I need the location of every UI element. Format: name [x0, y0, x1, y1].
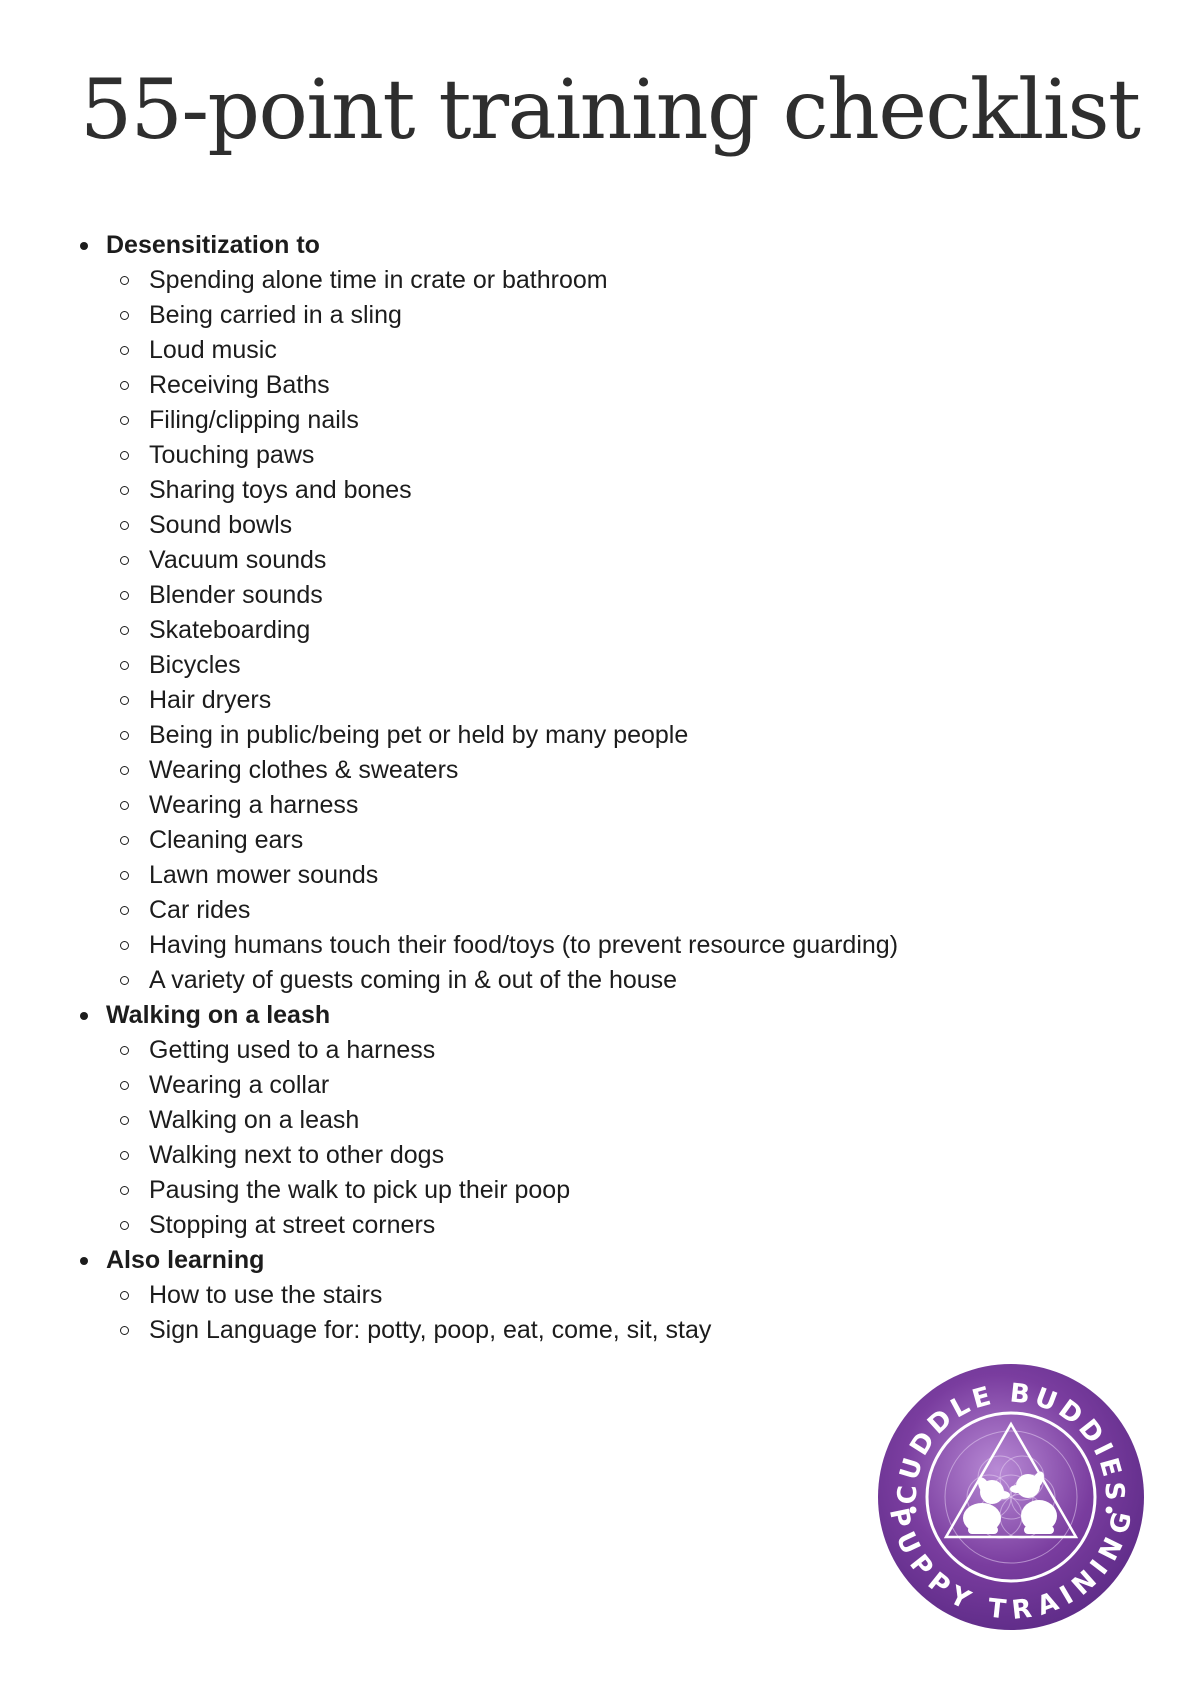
list-item-text: Pausing the walk to pick up their poop	[149, 1176, 571, 1204]
list-item-text: Spending alone time in crate or bathroom	[149, 266, 608, 294]
circle-bullet-icon	[120, 346, 129, 355]
circle-bullet-icon	[120, 836, 129, 845]
circle-bullet-icon	[120, 766, 129, 775]
list-item-text: Hair dryers	[149, 686, 272, 714]
list-item-text: Wearing a collar	[149, 1071, 330, 1099]
training-checklist	[78, 228, 898, 1348]
list-item	[149, 613, 898, 648]
list-item-text: Walking on a leash	[149, 1106, 360, 1134]
circle-bullet-icon	[120, 1221, 129, 1230]
list-item-text: How to use the stairs	[149, 1281, 383, 1309]
circle-bullet-icon	[120, 1151, 129, 1160]
list-item	[149, 578, 898, 613]
list-item-text: Filing/clipping nails	[149, 406, 359, 434]
list-item-text: Receiving Baths	[149, 371, 330, 399]
list-item-text: Sign Language for: potty, poop, eat, come, sit, stay	[149, 1316, 712, 1344]
page-title: 55-point training checklist	[80, 63, 1140, 158]
list-item	[149, 333, 898, 368]
list-item-text: Touching paws	[149, 441, 315, 469]
circle-bullet-icon	[120, 871, 129, 880]
circle-bullet-icon	[120, 1186, 129, 1195]
section-heading: Also learning	[106, 1246, 265, 1274]
circle-bullet-icon	[120, 801, 129, 810]
list-item	[149, 893, 898, 928]
list-item	[149, 543, 898, 578]
sub-list	[106, 263, 898, 998]
list-item	[149, 683, 898, 718]
list-item-text: Sound bowls	[149, 511, 293, 539]
circle-bullet-icon	[120, 416, 129, 425]
cuddle-buddies-logo	[876, 1362, 1146, 1632]
list-item-text: Lawn mower sounds	[149, 861, 379, 889]
list-item	[149, 298, 898, 333]
circle-bullet-icon	[120, 1081, 129, 1090]
list-item	[149, 928, 898, 963]
bullet-icon	[80, 242, 88, 250]
bullet-icon	[80, 1012, 88, 1020]
list-item	[149, 1138, 898, 1173]
logo-top-text: CUDDLE BUDDIES	[892, 1378, 1130, 1505]
checklist-section-also-learning	[78, 1243, 898, 1348]
list-item	[149, 823, 898, 858]
circle-bullet-icon	[120, 1046, 129, 1055]
logo-bottom-text: PUPPY TRAINING	[882, 1505, 1140, 1626]
list-item-text: Wearing a harness	[149, 791, 359, 819]
circle-bullet-icon	[120, 661, 129, 670]
list-item-text: Walking next to other dogs	[149, 1141, 445, 1169]
list-item	[149, 648, 898, 683]
circle-bullet-icon	[120, 1291, 129, 1300]
list-item-text: Having humans touch their food/toys (to prevent resource guarding)	[149, 931, 899, 959]
list-item-text: Wearing clothes & sweaters	[149, 756, 459, 784]
list-item	[149, 788, 898, 823]
circle-bullet-icon	[120, 941, 129, 950]
list-item-text: Sharing toys and bones	[149, 476, 412, 504]
circle-bullet-icon	[120, 451, 129, 460]
checklist-section-desensitization	[78, 228, 898, 998]
list-item	[149, 963, 898, 998]
list-item-text: Skateboarding	[149, 616, 311, 644]
circle-bullet-icon	[120, 591, 129, 600]
list-item	[149, 718, 898, 753]
circle-bullet-icon	[120, 626, 129, 635]
sub-list	[106, 1033, 898, 1243]
list-item-text: Car rides	[149, 896, 251, 924]
circle-bullet-icon	[120, 976, 129, 985]
list-item	[149, 1033, 898, 1068]
list-item	[149, 263, 898, 298]
circle-bullet-icon	[120, 276, 129, 285]
circle-bullet-icon	[120, 521, 129, 530]
section-heading: Walking on a leash	[106, 1001, 331, 1029]
list-item	[149, 1173, 898, 1208]
list-item	[149, 1068, 898, 1103]
circle-bullet-icon	[120, 486, 129, 495]
list-item	[149, 368, 898, 403]
list-item-text: Vacuum sounds	[149, 546, 327, 574]
circle-bullet-icon	[120, 556, 129, 565]
sub-list	[106, 1278, 898, 1348]
list-item	[149, 508, 898, 543]
list-item	[149, 438, 898, 473]
circle-bullet-icon	[120, 906, 129, 915]
list-item	[149, 1208, 898, 1243]
list-item-text: Bicycles	[149, 651, 241, 679]
circle-bullet-icon	[120, 311, 129, 320]
list-item	[149, 858, 898, 893]
list-item	[149, 403, 898, 438]
list-item-text: A variety of guests coming in & out of the house	[149, 966, 678, 994]
list-item-text: Stopping at street corners	[149, 1211, 436, 1239]
bullet-icon	[80, 1257, 88, 1265]
list-item-text: Blender sounds	[149, 581, 323, 609]
list-item-text: Being in public/being pet or held by many people	[149, 721, 689, 749]
list-item	[149, 753, 898, 788]
list-item	[149, 1278, 898, 1313]
circle-bullet-icon	[120, 731, 129, 740]
circle-bullet-icon	[120, 1116, 129, 1125]
list-item-text: Getting used to a harness	[149, 1036, 436, 1064]
section-heading: Desensitization to	[106, 231, 320, 259]
list-item-text: Being carried in a sling	[149, 301, 402, 329]
list-item	[149, 1103, 898, 1138]
list-item	[149, 473, 898, 508]
list-item-text: Loud music	[149, 336, 277, 364]
list-item	[149, 1313, 898, 1348]
list-item-text: Cleaning ears	[149, 826, 304, 854]
circle-bullet-icon	[120, 381, 129, 390]
checklist-section-leash	[78, 998, 898, 1243]
circle-bullet-icon	[120, 696, 129, 705]
circle-bullet-icon	[120, 1326, 129, 1335]
